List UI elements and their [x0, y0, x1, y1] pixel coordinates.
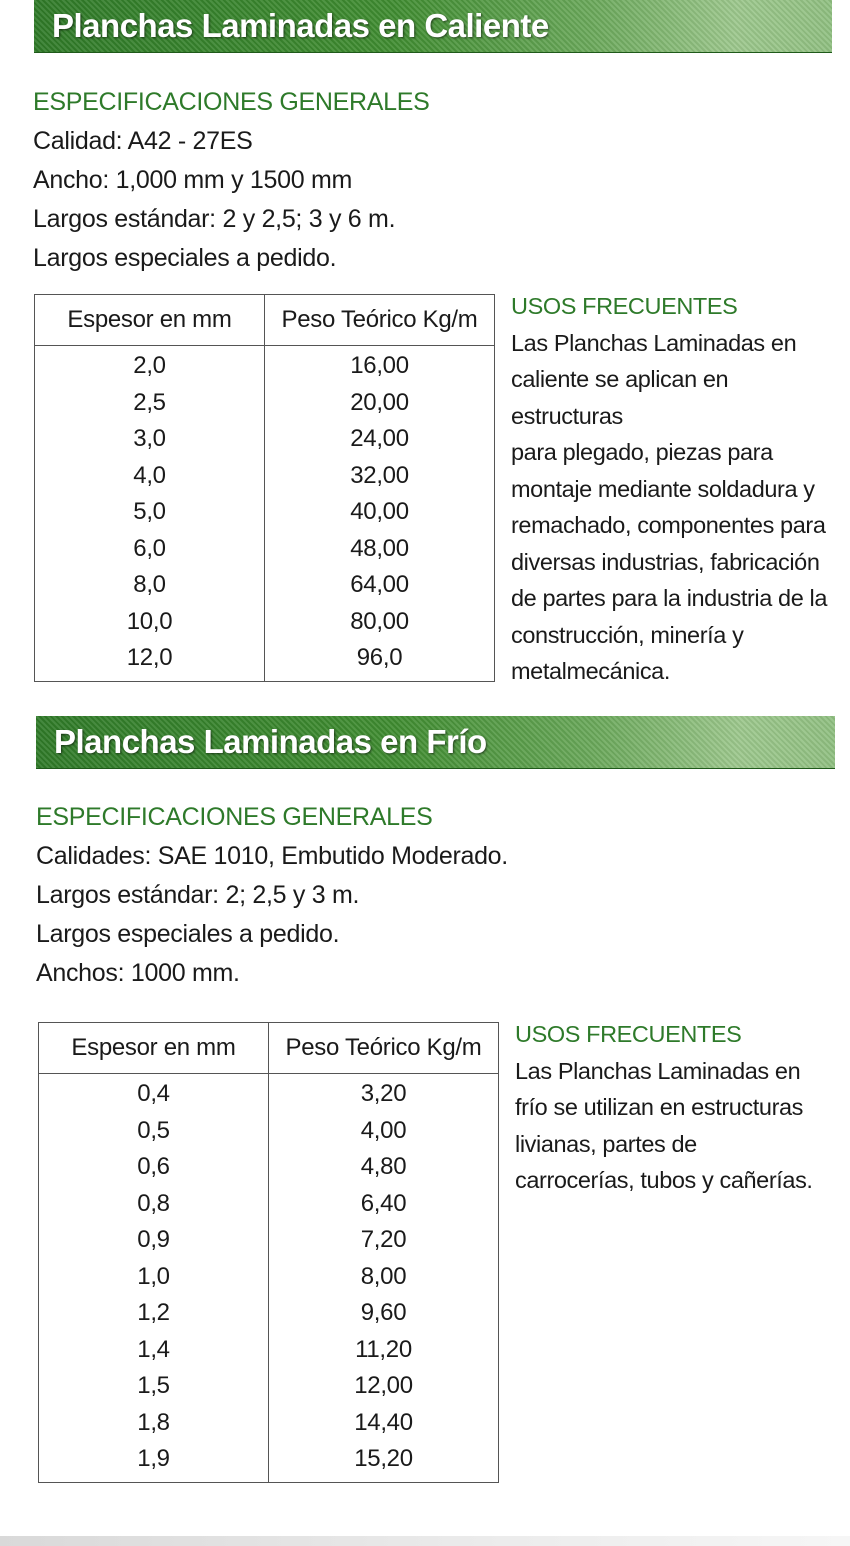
- hot-uses-line: construcción, minería y: [511, 621, 744, 648]
- cold-section-banner: [36, 716, 835, 768]
- hot-uses-line: diversas industrias, fabricación: [511, 548, 820, 575]
- weight-cell: 15,20: [354, 1445, 413, 1473]
- thickness-cell: 2,0: [35, 346, 265, 385]
- weight-cell: 12,00: [354, 1372, 413, 1400]
- table-header-row: [39, 1023, 499, 1074]
- table-row: [39, 1441, 499, 1482]
- weight-cell: 7,20: [360, 1226, 407, 1254]
- cold-uses-block: [515, 1016, 845, 1199]
- weight-cell: 20,00: [350, 388, 409, 416]
- table-row: [39, 1222, 499, 1259]
- weight-cell: 32,00: [350, 461, 409, 489]
- hot-section-banner: [34, 0, 832, 52]
- hot-uses-line: de partes para la industria de la: [511, 585, 828, 611]
- table-header-row: [35, 295, 495, 346]
- hot-spec-quality: Calidad: A42 - 27ES: [33, 127, 253, 155]
- thickness-cell: 6,0: [35, 531, 265, 568]
- weight-cell: 4,80: [360, 1153, 407, 1181]
- cold-uses-line: carrocerías, tubos y cañerías.: [515, 1167, 813, 1193]
- table-row: [35, 346, 495, 385]
- weight-cell: 3,20: [360, 1080, 407, 1108]
- cold-uses-heading: USOS FRECUENTES: [515, 1021, 742, 1047]
- cold-spec-qualities: Calidades: SAE 1010, Embutido Moderado.: [36, 842, 508, 870]
- thickness-cell: 5,0: [35, 494, 265, 531]
- weight-cell: 9,60: [360, 1299, 407, 1327]
- cold-uses-line: livianas, partes de: [515, 1130, 697, 1157]
- hot-uses-line: Las Planchas Laminadas en: [511, 329, 797, 356]
- weight-cell: 6,40: [360, 1189, 407, 1217]
- thickness-cell: 12,0: [35, 640, 265, 681]
- hot-uses-line: para plegado, piezas para: [511, 439, 773, 465]
- hot-spec-standard-lengths: Largos estándar: 2 y 2,5; 3 y 6 m.: [33, 205, 396, 233]
- table-row: [39, 1368, 499, 1405]
- cold-spec-widths: Anchos: 1000 mm.: [36, 959, 240, 987]
- table-row: [35, 494, 495, 531]
- weight-cell: 24,00: [350, 425, 409, 453]
- table-row: [35, 640, 495, 681]
- thickness-cell: 8,0: [35, 567, 265, 604]
- table-row: [39, 1259, 499, 1296]
- table-row: [35, 567, 495, 604]
- table-row: [39, 1295, 499, 1332]
- weight-cell: 40,00: [350, 498, 409, 526]
- thickness-cell: 0,8: [39, 1186, 269, 1223]
- cold-spec-standard-lengths: Largos estándar: 2; 2,5 y 3 m.: [36, 881, 360, 909]
- column-header-thickness: Espesor en mm: [35, 295, 265, 346]
- thickness-cell: 2,5: [35, 385, 265, 422]
- hot-spec-block: [33, 83, 429, 278]
- thickness-cell: 4,0: [35, 458, 265, 495]
- hot-uses-line: montaje mediante soldadura y: [511, 475, 815, 502]
- table-row: [39, 1074, 499, 1113]
- table-row: [35, 531, 495, 568]
- weight-cell: 80,00: [350, 607, 409, 635]
- hot-uses-block: [511, 288, 846, 690]
- table-row: [35, 604, 495, 641]
- thickness-cell: 0,5: [39, 1113, 269, 1150]
- weight-cell: 14,40: [354, 1408, 413, 1436]
- weight-cell: 11,20: [355, 1335, 412, 1363]
- thickness-cell: 1,0: [39, 1259, 269, 1296]
- weight-cell: 8,00: [360, 1262, 407, 1290]
- hot-spec-heading: ESPECIFICACIONES GENERALES: [33, 88, 430, 116]
- hot-uses-line: caliente se aplican en estructuras: [511, 366, 729, 429]
- table-row: [35, 385, 495, 422]
- thickness-cell: 0,4: [39, 1074, 269, 1113]
- table-row: [39, 1113, 499, 1150]
- thickness-cell: 1,4: [39, 1332, 269, 1369]
- hot-spec-width: Ancho: 1,000 mm y 1500 mm: [33, 166, 353, 194]
- thickness-cell: 1,8: [39, 1405, 269, 1442]
- hot-uses-heading: USOS FRECUENTES: [511, 293, 738, 319]
- weight-cell: 16,00: [350, 352, 409, 380]
- table-row: [39, 1149, 499, 1186]
- column-header-weight: Peso Teórico Kg/m: [269, 1023, 499, 1074]
- table-row: [39, 1186, 499, 1223]
- weight-cell: 64,00: [350, 571, 409, 599]
- column-header-thickness: Espesor en mm: [39, 1023, 269, 1074]
- thickness-cell: 1,2: [39, 1295, 269, 1332]
- weight-cell: 96,0: [356, 644, 403, 672]
- column-header-weight: Peso Teórico Kg/m: [265, 295, 495, 346]
- cold-spec-heading: ESPECIFICACIONES GENERALES: [36, 803, 433, 831]
- hot-uses-line: remachado, componentes para: [511, 512, 826, 538]
- cold-uses-line: Las Planchas Laminadas en: [515, 1057, 801, 1084]
- weight-cell: 4,00: [360, 1116, 407, 1144]
- cold-spec-special-lengths: Largos especiales a pedido.: [36, 920, 340, 948]
- hot-uses-line: metalmecánica.: [511, 658, 670, 684]
- cold-uses-line: frío se utilizan en estructuras: [515, 1094, 804, 1120]
- thickness-cell: 1,5: [39, 1368, 269, 1405]
- weight-cell: 48,00: [350, 534, 409, 562]
- table-row: [39, 1332, 499, 1369]
- cold-weight-table: [38, 1022, 499, 1483]
- thickness-cell: 0,6: [39, 1149, 269, 1186]
- thickness-cell: 3,0: [35, 421, 265, 458]
- cold-section-title: Planchas Laminadas en Frío: [54, 723, 487, 760]
- thickness-cell: 1,9: [39, 1441, 269, 1482]
- page-bottom-edge: [0, 1536, 850, 1546]
- cold-spec-block: [36, 798, 508, 993]
- table-row: [35, 458, 495, 495]
- table-row: [35, 421, 495, 458]
- table-row: [39, 1405, 499, 1442]
- hot-spec-special-lengths: Largos especiales a pedido.: [33, 244, 337, 272]
- hot-section-title: Planchas Laminadas en Caliente: [52, 7, 549, 44]
- hot-weight-table: [34, 294, 495, 682]
- thickness-cell: 10,0: [35, 604, 265, 641]
- thickness-cell: 0,9: [39, 1222, 269, 1259]
